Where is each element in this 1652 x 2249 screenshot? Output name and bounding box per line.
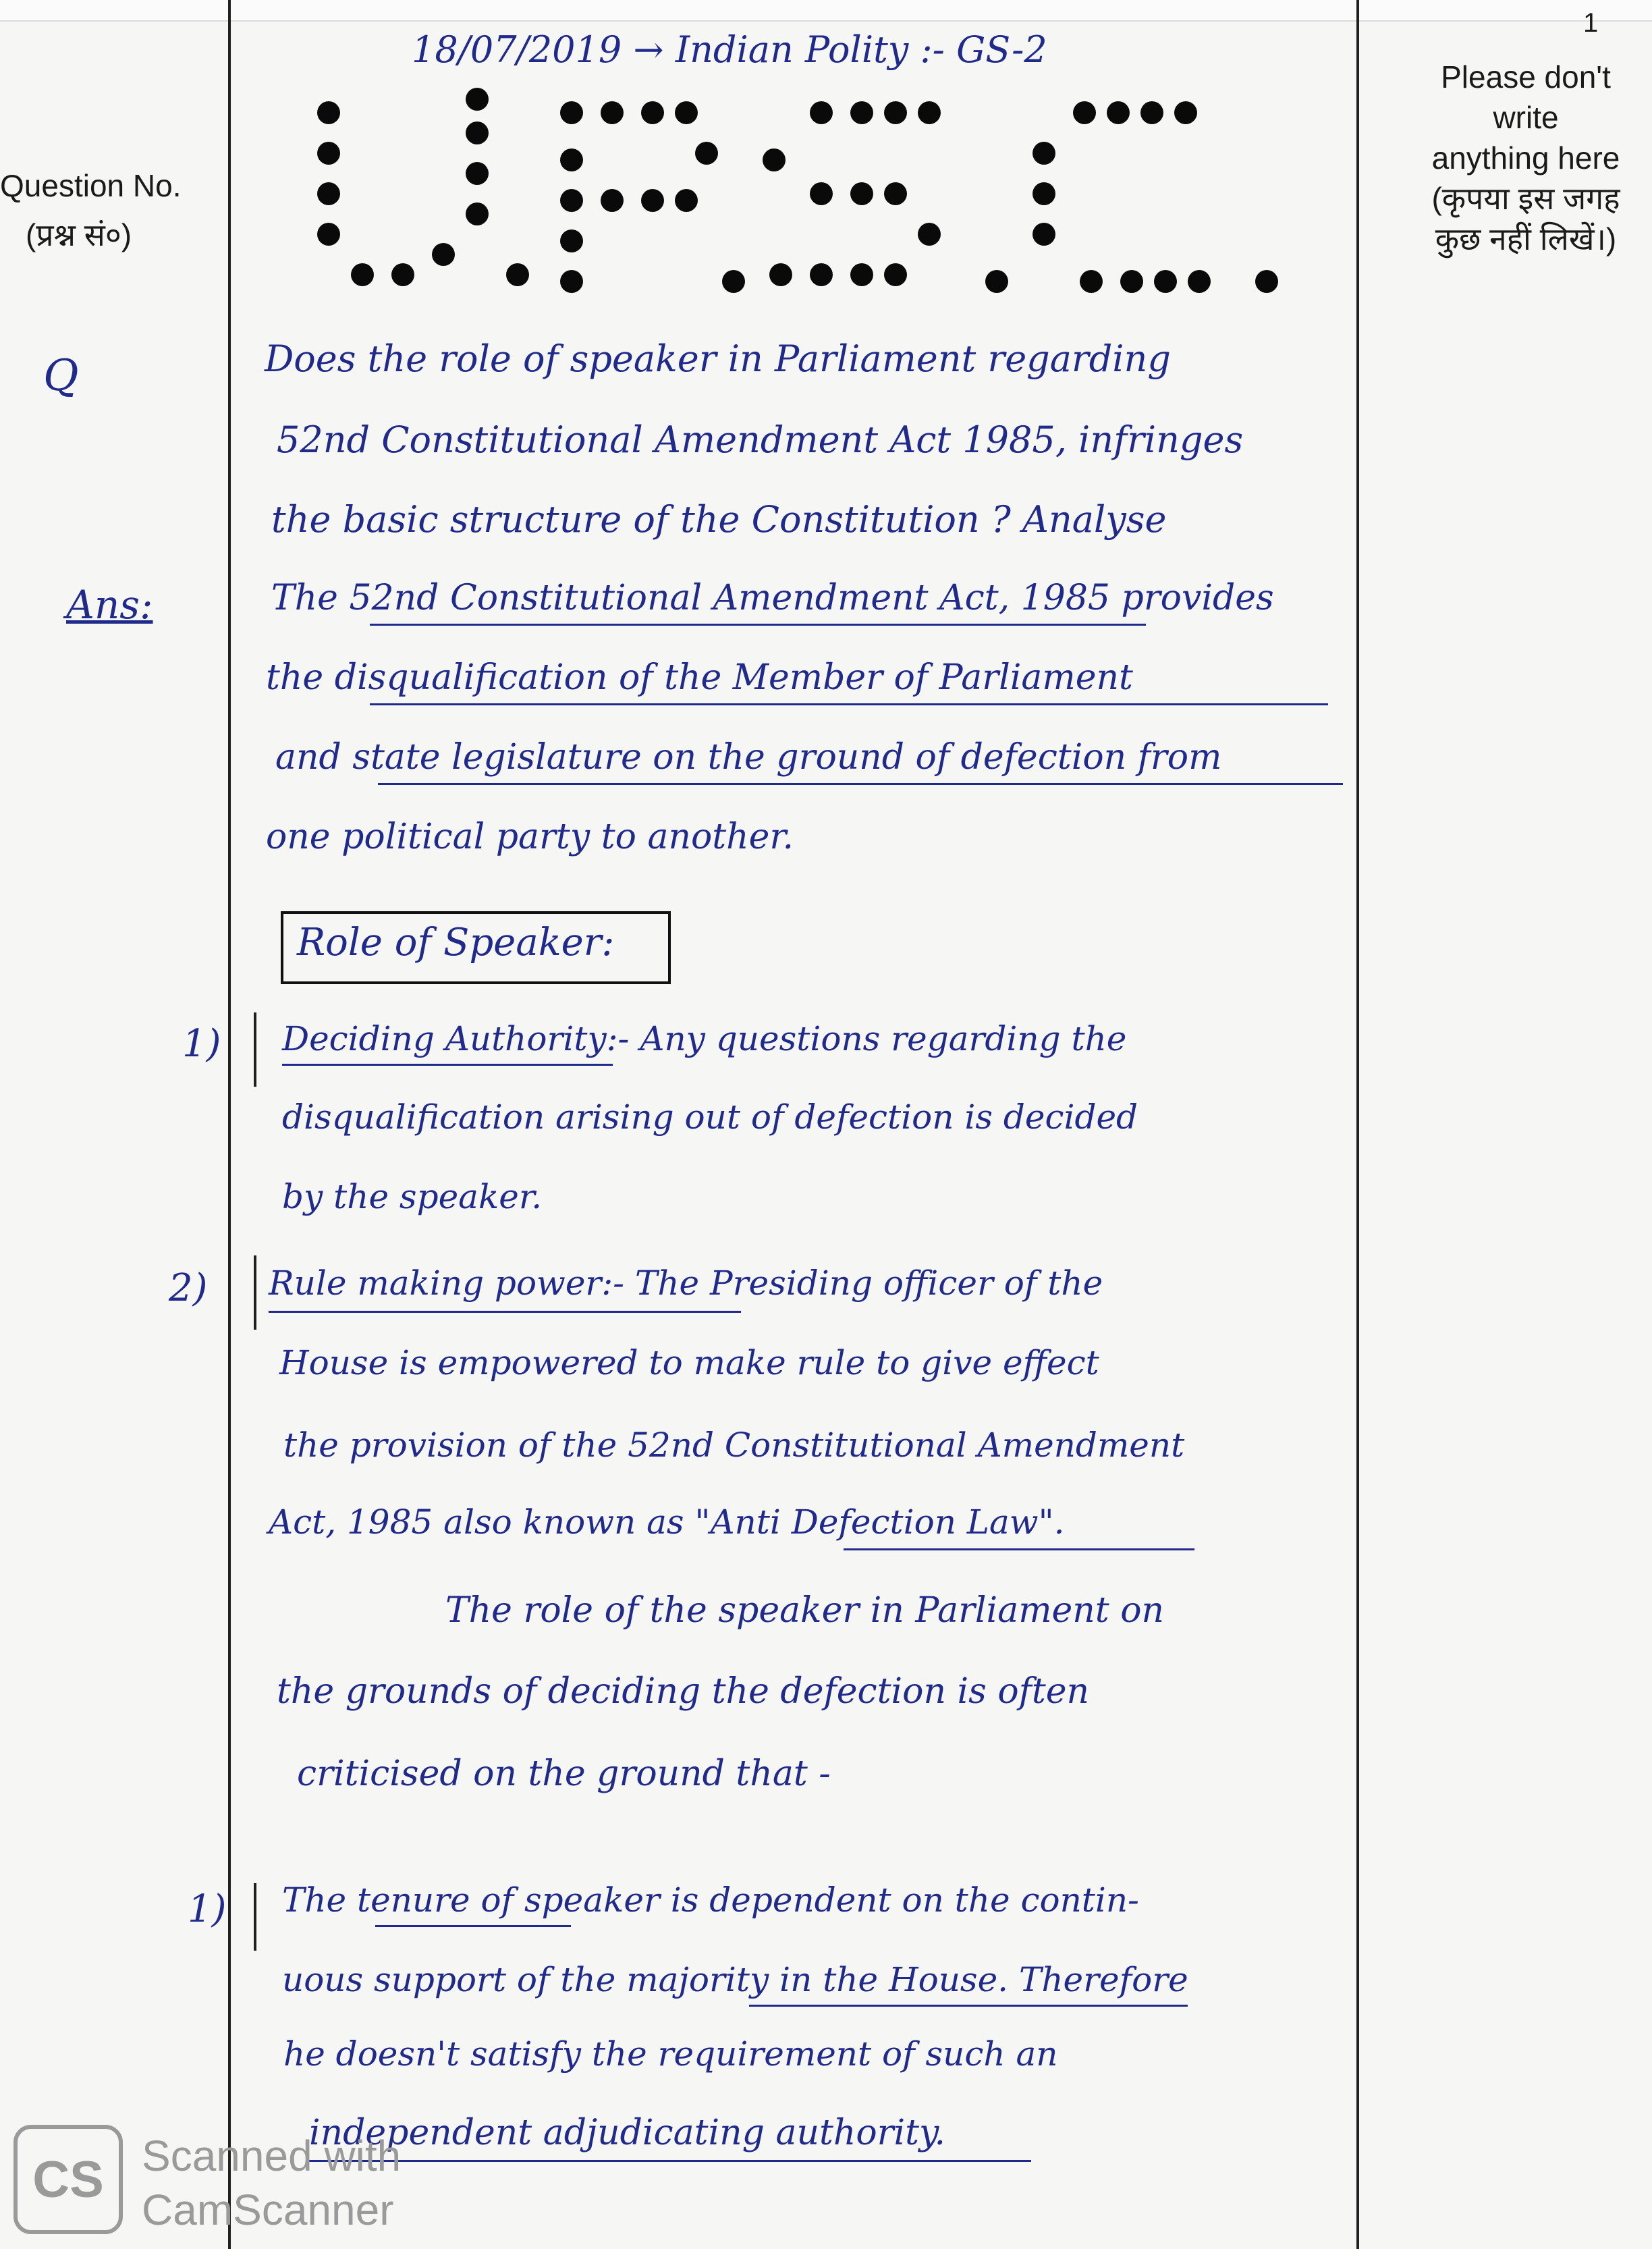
criticism-point-1-number: 1) xyxy=(188,1887,227,1931)
side-note-line-2: anything here xyxy=(1431,140,1620,175)
upsc-logo-dot xyxy=(884,101,907,124)
upsc-logo-dot xyxy=(1255,270,1278,293)
answer-line-1: The 52nd Constitutional Amendment Act, 1985 provides xyxy=(271,578,1274,618)
question-mark-q: Q xyxy=(43,351,79,401)
side-note-line-1: Please don't write xyxy=(1441,59,1611,135)
point-2-line-3: the provision of the 52nd Constitutional Amendment xyxy=(283,1426,1185,1465)
answer-line-3-underline xyxy=(378,783,1343,785)
question-no-label: Question No. xyxy=(0,168,182,203)
upsc-logo-dot xyxy=(560,148,583,171)
upsc-logo-dot xyxy=(918,223,941,246)
point-2-line-4: Act, 1985 also known as "Anti Defection Law". xyxy=(269,1502,1065,1542)
upsc-logo-dot xyxy=(769,263,792,286)
upsc-logo-dot xyxy=(1107,101,1130,124)
point-1-line-3: by the speaker. xyxy=(282,1177,543,1216)
upsc-logo-dot xyxy=(560,189,583,212)
point-2-underline xyxy=(269,1311,741,1313)
criticism-point-1-line-2: uous support of the majority in the House. Therefore xyxy=(282,1960,1188,1999)
upsc-logo-dot xyxy=(560,270,583,293)
upsc-logo-dot xyxy=(1032,182,1055,205)
upsc-logo-dot xyxy=(722,270,745,293)
upsc-logo-dot xyxy=(1073,101,1096,124)
point-1-underline xyxy=(282,1064,613,1066)
camscanner-logo-icon: CS xyxy=(13,2125,123,2234)
upsc-logo-dot xyxy=(675,189,698,212)
answer-mark: Ans: xyxy=(66,582,153,628)
watermark-line-1: Scanned with xyxy=(142,2132,402,2180)
criticism-point-1-line-1: The tenure of speaker is dependent on the contin- xyxy=(282,1880,1139,1920)
left-margin-rule xyxy=(228,0,231,2249)
point-1-number: 1) xyxy=(182,1022,221,1066)
role-of-speaker-heading: Role of Speaker: xyxy=(297,921,615,965)
upsc-logo-dot xyxy=(466,162,489,185)
upsc-logo-dot xyxy=(810,101,833,124)
upsc-logo-dot xyxy=(884,263,907,286)
question-no-hindi: (प्रश्न सं०) xyxy=(26,217,132,252)
upsc-logo-dot xyxy=(1174,101,1197,124)
top-paper-strip xyxy=(0,0,1652,22)
upsc-logo-dot xyxy=(641,189,664,212)
criticism-point-1-underline-c xyxy=(309,2160,1031,2162)
answer-line-3: and state legislature on the ground of defection from xyxy=(275,737,1222,778)
upsc-logo-dot xyxy=(850,263,873,286)
point-1-line-1: Deciding Authority:- Any questions regarding the xyxy=(282,1019,1127,1058)
point-2-line-1: Rule making power:- The Presiding officer of the xyxy=(269,1264,1103,1303)
upsc-logo-dot xyxy=(1140,101,1163,124)
upsc-logo-dot xyxy=(317,223,340,246)
upsc-logo-dot xyxy=(560,229,583,252)
side-note-line-4: कुछ नहीं लिखें।) xyxy=(1435,221,1617,256)
upsc-logo-dot xyxy=(466,121,489,144)
point-2-number: 2) xyxy=(169,1266,208,1310)
point-1-bar xyxy=(254,1012,256,1087)
upsc-logo-dot xyxy=(317,101,340,124)
question-line-3: the basic structure of the Constitution ? Analyse xyxy=(271,498,1167,541)
upsc-logo-dot xyxy=(810,182,833,205)
upsc-logo-dot xyxy=(1188,270,1211,293)
upsc-logo-dot xyxy=(560,101,583,124)
upsc-logo-dot xyxy=(675,101,698,124)
upsc-logo-dot xyxy=(810,263,833,286)
criticism-line-2: the grounds of deciding the defection is often xyxy=(277,1671,1090,1712)
upsc-logo-dot xyxy=(391,263,414,286)
upsc-logo-dot xyxy=(1032,223,1055,246)
do-not-write-note xyxy=(1414,57,1637,259)
criticism-point-1-line-4: independent adjudicating authority. xyxy=(309,2113,946,2153)
point-2-bar xyxy=(254,1255,256,1330)
criticism-line-3: criticised on the ground that - xyxy=(297,1754,831,1794)
point-1-line-2: disqualification arising out of defection is decided xyxy=(282,1098,1138,1137)
upsc-logo-dot xyxy=(317,142,340,165)
upsc-logo-dot xyxy=(985,270,1008,293)
criticism-point-1-underline-b xyxy=(749,2005,1188,2007)
criticism-point-1-bar xyxy=(254,1883,256,1951)
upsc-logo-dot xyxy=(601,189,624,212)
upsc-logo-dot xyxy=(1080,270,1103,293)
upsc-logo-dot xyxy=(1120,270,1143,293)
upsc-logo-dot xyxy=(695,142,718,165)
page-number: 1 xyxy=(1583,8,1599,38)
point-2-line-2: House is empowered to make rule to give effect xyxy=(279,1343,1099,1382)
upsc-logo-dot xyxy=(884,182,907,205)
upsc-logo-dot xyxy=(1032,142,1055,165)
upsc-logo-dot xyxy=(466,202,489,225)
upsc-logo-dot xyxy=(763,148,786,171)
upsc-logo-dot xyxy=(850,101,873,124)
header-date-subject: 18/07/2019 → Indian Polity :- GS-2 xyxy=(412,28,1047,71)
answer-line-2: the disqualification of the Member of Parliament xyxy=(266,657,1133,698)
criticism-point-1-line-3: he doesn't satisfy the requirement of such an xyxy=(283,2034,1058,2074)
upsc-logo-dot xyxy=(850,182,873,205)
upsc-logo-dot xyxy=(466,88,489,111)
question-line-1: Does the role of speaker in Parliament regarding xyxy=(265,337,1171,380)
upsc-logo-dot xyxy=(918,101,941,124)
anti-defection-underline xyxy=(844,1548,1194,1550)
answer-line-4: one political party to another. xyxy=(266,817,794,857)
criticism-point-1-underline-a xyxy=(375,1925,571,1927)
upsc-logo-dot xyxy=(351,263,374,286)
upsc-logo-dot xyxy=(317,182,340,205)
side-note-line-3: (कृपया इस जगह xyxy=(1431,181,1620,216)
upsc-logo-dot xyxy=(506,263,529,286)
upsc-dotted-logo xyxy=(297,74,1296,290)
upsc-logo-dot xyxy=(1154,270,1177,293)
upsc-logo-dot xyxy=(641,101,664,124)
question-line-2: 52nd Constitutional Amendment Act 1985, infringes xyxy=(277,418,1244,461)
criticism-line-1: The role of the speaker in Parliament on xyxy=(445,1590,1164,1631)
answer-line-2-underline xyxy=(370,703,1328,705)
upsc-logo-dot xyxy=(601,101,624,124)
watermark-line-2: CamScanner xyxy=(142,2186,394,2234)
right-margin-rule xyxy=(1356,0,1359,2249)
camscanner-text xyxy=(142,2129,401,2237)
answer-line-1-underline xyxy=(370,624,1146,626)
upsc-logo-dot xyxy=(432,243,455,266)
